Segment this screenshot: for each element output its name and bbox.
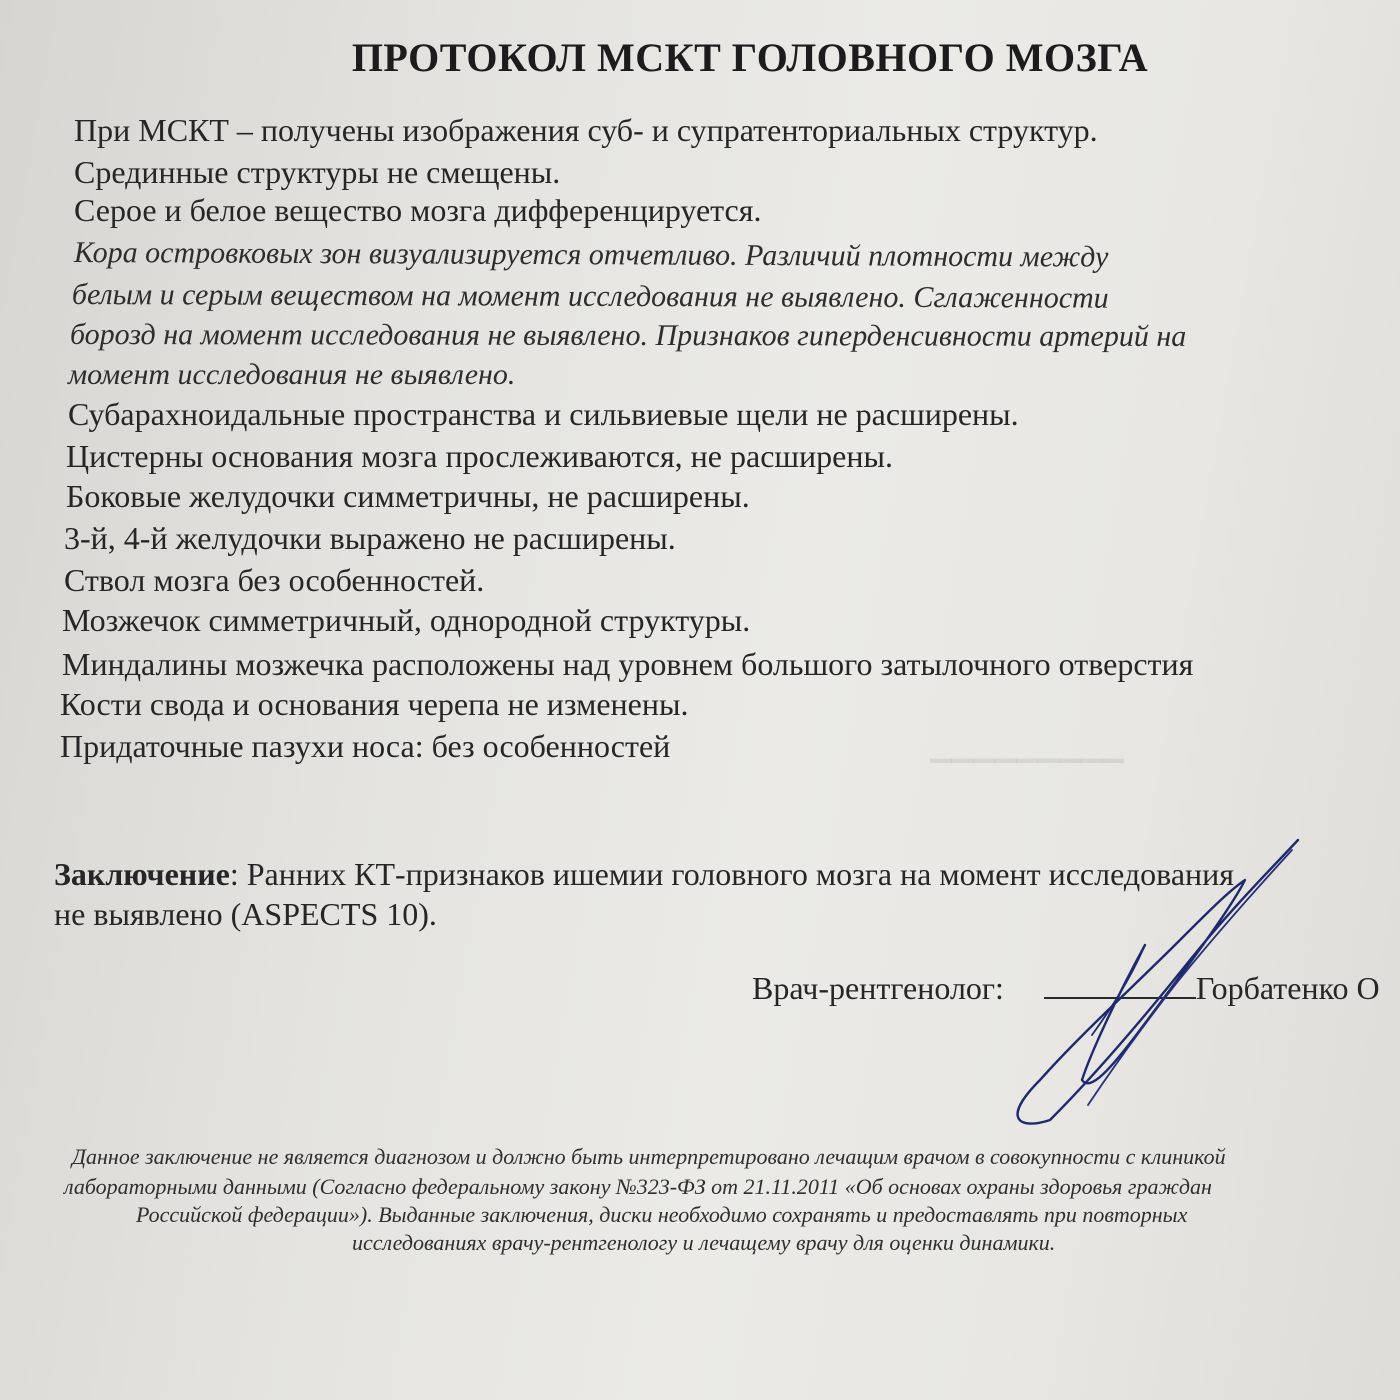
finding-line: белым и серым веществом на момент исследования не выявлено. Сглаженности [71, 278, 1109, 315]
disclaimer-line: лабораторными данными (Согласно федеральному закону №323-ФЗ от 21.11.2011 «Об основах охраны здоровья граждан [64, 1174, 1212, 1199]
doctor-role: Врач-рентгенолог: [752, 970, 1004, 1006]
conclusion-line-2: не выявлено (ASPECTS 10). [54, 896, 437, 932]
conclusion-text: : Ранних КТ-признаков ишемии головного мозга на момент исследования [229, 856, 1234, 892]
finding-line: Кости свода и основания черепа не изменены. [60, 686, 689, 722]
finding-line: Мозжечок симметричный, однородной структуры. [62, 602, 751, 638]
finding-line: Субарахноидальные пространства и сильвиевые щели не расширены. [68, 396, 1019, 432]
conclusion-label: Заключение [54, 856, 230, 892]
finding-line: При МСКТ – получены изображения суб- и супратенториальных структур. [74, 112, 1098, 148]
finding-line: Серое и белое вещество мозга дифференцируется. [74, 192, 762, 228]
disclaimer-line: Российской федерации»). Выданные заключения, диски необходимо сохранять и предоставлять при повторных [136, 1202, 1188, 1227]
finding-line: борозд на момент исследования не выявлено. Признаков гиперденсивности артерий на [69, 318, 1187, 353]
disclaimer-line: Данное заключение не является диагнозом и должно быть интерпретировано лечащим врачом в совокупности с клиникой [72, 1144, 1226, 1169]
legal-disclaimer [0, 1138, 1400, 1278]
doctor-name: Горбатенко О [1195, 970, 1380, 1006]
finding-line: Цистерны основания мозга прослеживаются, не расширены. [66, 438, 893, 474]
finding-line: Боковые желудочки симметричны, не расширены. [66, 478, 750, 514]
finding-line: 3-й, 4-й желудочки выражено не расширены. [64, 520, 676, 556]
finding-line: Ствол мозга без особенностей. [64, 562, 485, 598]
finding-line: Срединные структуры не смещены. [74, 154, 561, 190]
faint-bleed-through: ▁▁▁▁▁▁▁▁▁ [930, 732, 1124, 763]
disclaimer-line: исследованиях врачу-рентгенологу и лечащему врачу для оценки динамики. [352, 1230, 1056, 1255]
finding-line: Придаточные пазухи носа: без особенностей [60, 728, 671, 764]
document-title: ПРОТОКОЛ МСКТ ГОЛОВНОГО МОЗГА [351, 35, 1149, 80]
finding-line: момент исследования не выявлено. [68, 358, 516, 391]
finding-line: Миндалины мозжечка расположены над уровнем большого затылочного отверстия [62, 646, 1194, 682]
finding-line: Кора островковых зон визуализируется отчетливо. Различий плотности между [73, 236, 1109, 274]
handwritten-signature-icon [980, 830, 1300, 1130]
